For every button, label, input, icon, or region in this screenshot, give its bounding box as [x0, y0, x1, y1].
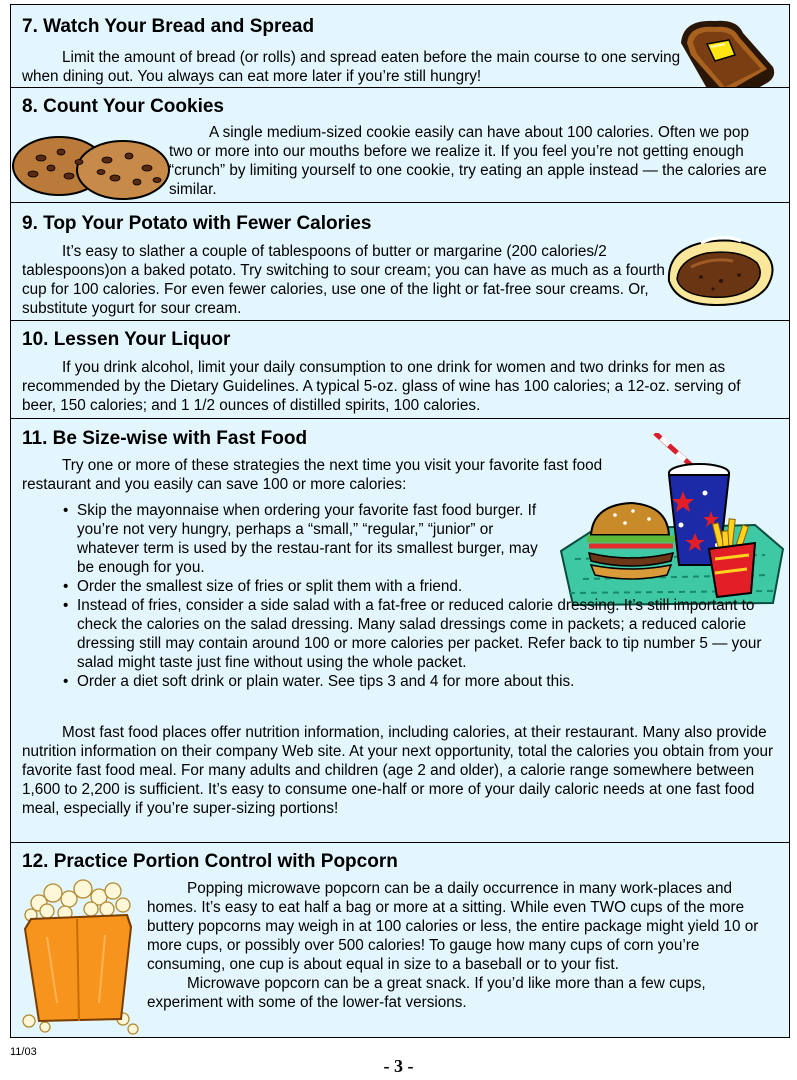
tip-11-bullet-4 — [63, 672, 763, 691]
tip-9-paragraph: It’s easy to slather a couple of tablespoons of butter or margarine (200 calories/2 tablespoons)on a baked potato. Try switching to sour cream; you can have as much as a fourth cup for 100 calories. For even fewer calories, use one of the light or fat-free sour creams. Or, substitute yogurt for sour cream. — [22, 243, 665, 317]
tip-12-box — [10, 842, 790, 1038]
tip-12-text — [147, 879, 775, 1012]
tip-11-box — [10, 418, 790, 844]
tip-9-title: 9. Top Your Potato with Fewer Calories — [22, 213, 372, 234]
tip-11-intro-paragraph: Try one or more of these strategies the next time you visit your favorite fast food restaurant and you easily can save 100 or more calories: — [22, 457, 603, 493]
tip-11-closing-paragraph: Most fast food places offer nutrition information, including calories, at their restaurant. Many also provide nutrition information on their company Web site. At your next opportunity, total the calories you obtain from your favorite fast food meal. For many adults and children (age 2 and older), a calorie range somewhere between 1,600 to 2,200 is sufficient. It’s easy to consume one-half or more of your daily caloric needs at one fast food meal, especially if you’re super-sizing portions! — [22, 724, 774, 817]
tip-11-bullet-2-text: Order the smallest size of fries or split them with a friend. — [77, 578, 463, 595]
tip-12-title: 12. Practice Portion Control with Popcorn — [22, 851, 398, 872]
tip-7-text — [22, 48, 682, 86]
tip-12-paragraph-2: Microwave popcorn can be a great snack. If you’d like more than a few cups, experiment with some of the lower-fat versions. — [147, 975, 706, 1011]
tip-7-box — [10, 4, 790, 89]
tip-8-title: 8. Count Your Cookies — [22, 96, 224, 117]
tip-11-bullet-1 — [63, 501, 549, 577]
tip-8-box — [10, 87, 790, 204]
page-number: - 3 - — [383, 1056, 414, 1076]
tip-11-bullet-list — [63, 501, 763, 691]
tip-8-paragraph: A single medium-sized cookie easily can have about 100 calories. Often we pop two or more into our mouths before we realize it. If you feel you’re not getting enough “crunch” by limiting yourself to one cookie, try eating an apple instead — the calories are similar. — [169, 124, 767, 198]
tip-10-title: 10. Lessen Your Liquor — [22, 329, 231, 350]
tip-7-paragraph: Limit the amount of bread (or rolls) and spread eaten before the main course to one serving when dining out. You always can eat more later if you’re still hungry! — [22, 49, 681, 85]
tip-11-bullet-1-text: Skip the mayonnaise when ordering your favorite fast food burger. If you’re not very hungry, perhaps a “small,” “regular,” “junior” or whatever term is used by the restau-rant for its smallest burger, may be enough for you. — [77, 502, 538, 576]
cookies-icon — [11, 130, 173, 202]
tip-11-bullet-2 — [63, 577, 763, 596]
tip-11-bullet-4-text: Order a diet soft drink or plain water. See tips 3 and 4 for more about this. — [77, 673, 575, 690]
tip-9-text — [22, 242, 672, 318]
tip-10-text — [22, 358, 777, 415]
tip-11-bullet-3-text: Instead of fries, consider a side salad with a fat-free or reduced calorie dressing. It’s still important to check the calories on the salad dressing. Many salad dressings come in packets; a reduced calorie dressing still may contain around 100 or more calories per packet. Refer back to tip number 5 — your salad might taste just fine without using the whole packet. — [77, 597, 762, 671]
tip-11-title: 11. Be Size-wise with Fast Food — [22, 428, 308, 449]
tip-8-text — [169, 123, 769, 199]
tip-11-bullet-3 — [63, 596, 763, 672]
tip-7-title: 7. Watch Your Bread and Spread — [22, 16, 315, 37]
footer-date: 11/03 — [10, 1046, 37, 1058]
baked-potato-icon — [661, 229, 781, 311]
tip-11-closing — [22, 723, 780, 818]
popcorn-bag-icon — [17, 879, 143, 1035]
tip-10-box — [10, 320, 790, 420]
tip-10-paragraph: If you drink alcohol, limit your daily consumption to one drink for women and two drinks for men as recommended by the Dietary Guidelines. A typical 5-oz. glass of wine has 100 calories; a 12-oz. serving of beer, 150 calories; and 1 1/2 ounces of distilled spirits, 100 calories. — [22, 359, 741, 414]
tip-11-intro — [22, 456, 630, 494]
tip-9-box — [10, 202, 790, 322]
tip-12-paragraph-1: Popping microwave popcorn can be a daily occurrence in many work-places and homes. It’s easy to eat half a bag or more at a sitting. While even TWO cups of the more buttery popcorns may weigh in at 100 calories or less, the entire package might yield 10 or more cups, or possibly over 500 calories! To gauge how many cups of corn you’re consuming, one cup is about equal in size to a baseball or to your fist. — [147, 880, 759, 973]
